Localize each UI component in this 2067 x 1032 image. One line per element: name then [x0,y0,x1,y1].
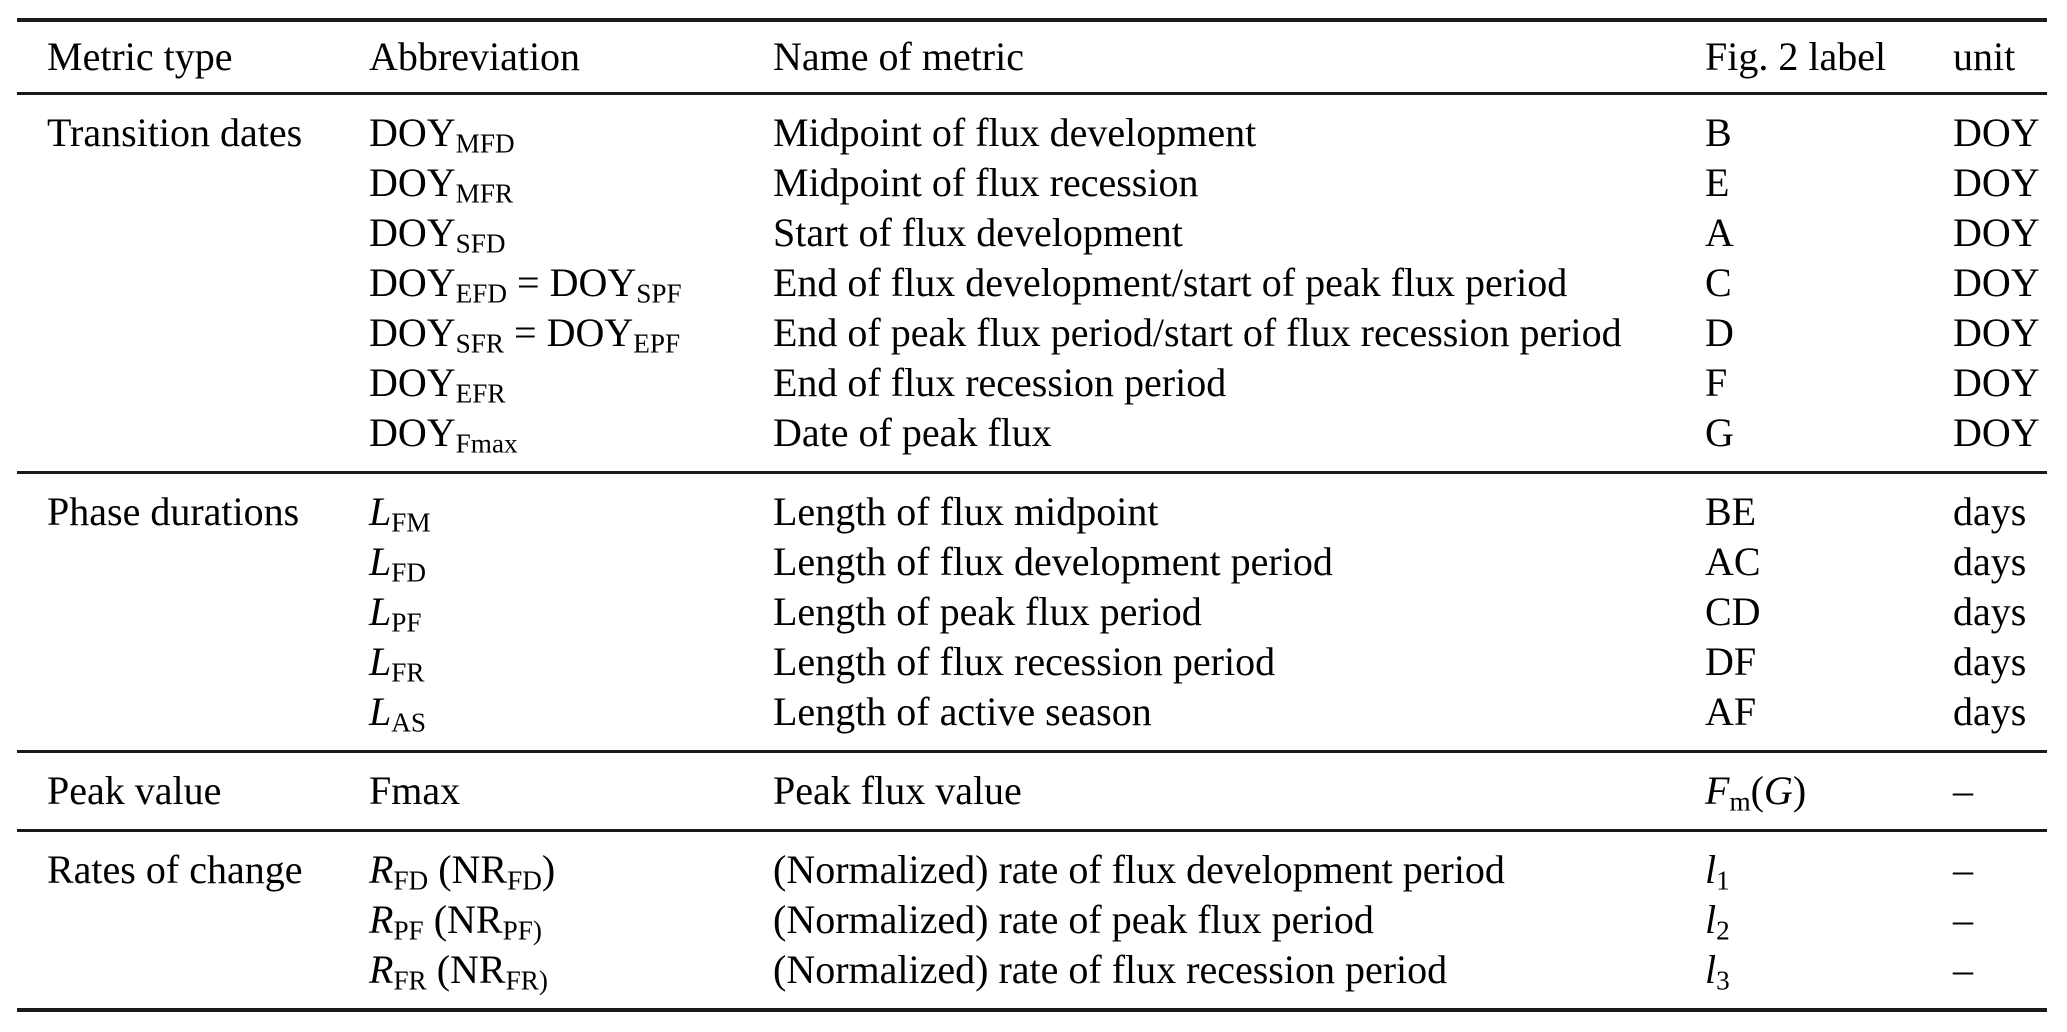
text-segment: FD [393,865,429,896]
text-segment: = [504,310,547,355]
metric-name-cell: (Normalized) rate of peak flux period [773,897,1374,942]
metric-name-cell: Midpoint of flux development [773,110,1257,155]
text-segment: ( [426,947,451,992]
text-segment: MFD [455,128,515,159]
text-segment: l [1705,897,1717,942]
unit-cell: – [1953,768,1973,813]
table-row [17,358,2047,408]
text-segment: FR [391,657,425,688]
table-row [17,895,2047,945]
metric-type-cell [17,308,369,358]
fig2-label-cell [1705,408,1953,473]
table-row [17,408,2047,473]
unit-cell: – [1953,947,1973,992]
abbreviation-cell [369,831,773,896]
metric-name-cell: Peak flux value [773,768,1022,813]
metric-name-cell: Length of peak flux period [773,589,1202,634]
table-row [17,258,2047,308]
text-segment: G [1705,410,1734,455]
abbreviation-cell [369,895,773,945]
header-row [17,20,2047,94]
text-segment: G [1763,768,1793,813]
text-segment: A [1705,210,1734,255]
abbreviation-cell [369,308,773,358]
fig2-label-cell [1705,208,1953,258]
metric-name-cell: Start of flux development [773,210,1183,255]
text-segment: L [369,689,392,734]
abbreviation-cell [369,258,773,308]
metric-name-cell: End of peak flux period/start of flux recession period [773,310,1622,355]
metric-type-cell [17,408,369,473]
unit-cell: DOY [1953,260,2040,305]
fig2-label-cell [1705,637,1953,687]
metric-type-cell [17,687,369,752]
metric-type-cell: Phase durations [47,489,300,534]
fig2-label-cell [1705,587,1953,637]
metric-type-cell [17,945,369,1010]
metric-name-cell: (Normalized) rate of flux development period [773,847,1505,892]
metric-name-cell: Date of peak flux [773,410,1052,455]
text-segment: L [369,489,392,534]
text-segment: DOY [549,260,637,305]
table-row [17,637,2047,687]
text-segment: NR [450,947,506,992]
text-segment: R [369,847,394,892]
text-segment: DOY [369,310,456,355]
column-header-abbreviation: Abbreviation [369,34,581,79]
table-row [17,687,2047,752]
table-row [17,537,2047,587]
text-segment: m [1729,786,1751,817]
metrics-table [17,18,2047,1012]
metric-type-cell: Rates of change [47,847,303,892]
table-row [17,94,2047,159]
column-header-fig2-label: Fig. 2 label [1705,34,1887,79]
unit-cell: days [1953,689,2027,734]
text-segment: AS [391,707,427,738]
fig2-label-cell [1705,258,1953,308]
abbreviation-cell [369,637,773,687]
text-segment: R [369,947,394,992]
text-segment: R [369,897,394,942]
section-rates-of-change [17,831,2047,1011]
metric-type-cell [17,158,369,208]
text-segment: DOY [369,110,456,155]
table-row [17,587,2047,637]
metric-type-cell [17,358,369,408]
text-segment: FR) [505,965,548,996]
table-row [17,945,2047,1010]
unit-cell: DOY [1953,110,2040,155]
section-phase-durations [17,473,2047,752]
text-segment: Fmax [369,768,461,813]
unit-cell: days [1953,539,2027,584]
fig2-label-cell [1705,94,1953,159]
metric-name-cell: Length of flux midpoint [773,489,1159,534]
table-row [17,158,2047,208]
text-segment: AC [1705,539,1761,584]
metric-name-cell: (Normalized) rate of flux recession period [773,947,1448,992]
metric-type-cell [17,587,369,637]
table-row [17,473,2047,538]
text-segment: PF [393,915,424,946]
text-segment: SPF [636,278,682,309]
metric-type-cell [17,208,369,258]
fig2-label-cell [1705,358,1953,408]
fig2-label-cell [1705,831,1953,896]
table-row [17,308,2047,358]
text-segment: DOY [369,360,456,405]
text-segment: 1 [1716,865,1730,896]
unit-cell: – [1953,847,1973,892]
text-segment: PF) [502,915,542,946]
text-segment: FM [391,507,431,538]
text-segment: l [1705,847,1717,892]
abbreviation-cell [369,752,773,831]
text-segment: DF [1705,639,1757,684]
text-segment: PF [391,607,422,638]
text-segment: E [1705,160,1730,205]
text-segment: ) [541,847,556,892]
abbreviation-cell [369,358,773,408]
text-segment: DOY [369,410,456,455]
abbreviation-cell [369,473,773,538]
text-segment: DOY [369,160,456,205]
unit-cell: DOY [1953,210,2040,255]
text-segment: NR [451,847,508,892]
metric-type-cell [17,537,369,587]
unit-cell: – [1953,897,1973,942]
column-header-metric-type: Metric type [47,34,233,79]
fig2-label-cell [1705,473,1953,538]
text-segment: SFD [455,228,506,259]
text-segment: NR [447,897,503,942]
text-segment: DOY [546,310,634,355]
metric-name-cell: Length of flux development period [773,539,1333,584]
text-segment: ( [1750,768,1764,813]
text-segment: FD [507,865,542,896]
text-segment: AF [1705,689,1757,734]
unit-cell: DOY [1953,160,2040,205]
text-segment: ( [428,847,452,892]
text-segment: L [369,539,392,584]
fig2-label-cell [1705,945,1953,1010]
fig2-label-cell [1705,895,1953,945]
column-header-unit: unit [1953,34,2016,79]
table-row [17,831,2047,896]
abbreviation-cell [369,408,773,473]
metric-type-cell [17,637,369,687]
table-row [17,208,2047,258]
fig2-label-cell [1705,752,1953,831]
text-segment: l [1705,947,1717,992]
fig2-label-cell [1705,537,1953,587]
text-segment: F [1705,360,1728,405]
fig2-label-cell [1705,687,1953,752]
text-segment: Fmax [455,428,518,459]
text-segment: EFR [455,378,506,409]
unit-cell: days [1953,639,2027,684]
text-segment: FR [393,965,427,996]
abbreviation-cell [369,687,773,752]
text-segment: B [1705,110,1732,155]
unit-cell: DOY [1953,410,2040,455]
abbreviation-cell [369,208,773,258]
text-segment: SFR [455,328,505,359]
metric-name-cell: Length of active season [773,689,1152,734]
text-segment: D [1705,310,1734,355]
fig2-label-cell [1705,158,1953,208]
metric-type-cell [17,895,369,945]
abbreviation-cell [369,945,773,1010]
text-segment: FD [391,557,427,588]
metric-name-cell: End of flux recession period [773,360,1227,405]
metric-name-cell: Midpoint of flux recession [773,160,1199,205]
metric-name-cell: Length of flux recession period [773,639,1276,684]
unit-cell: days [1953,489,2027,534]
unit-cell: DOY [1953,310,2040,355]
unit-cell: DOY [1953,360,2040,405]
abbreviation-cell [369,94,773,159]
table-row [17,752,2047,831]
text-segment: 2 [1716,915,1730,946]
text-segment: BE [1705,489,1757,534]
text-segment: ( [423,897,448,942]
metric-type-cell: Peak value [47,768,222,813]
abbreviation-cell [369,537,773,587]
text-segment: DOY [369,260,456,305]
metric-name-cell: End of flux development/start of peak flux period [773,260,1568,305]
metric-type-cell: Transition dates [47,110,303,155]
abbreviation-cell [369,587,773,637]
text-segment: 3 [1716,965,1730,996]
text-segment: F [1705,768,1730,813]
text-segment: EPF [633,328,681,359]
text-segment: L [369,639,392,684]
text-segment: MFR [455,178,514,209]
column-header-name-of-metric: Name of metric [773,34,1024,79]
metric-type-cell [17,258,369,308]
fig2-label-cell [1705,308,1953,358]
text-segment: L [369,589,392,634]
unit-cell: days [1953,589,2027,634]
text-segment: = [507,260,550,305]
section-transition-dates [17,94,2047,473]
text-segment: C [1705,260,1732,305]
text-segment: EFD [455,278,508,309]
abbreviation-cell [369,158,773,208]
text-segment: ) [1792,768,1807,813]
text-segment: DOY [369,210,456,255]
section-peak-value [17,752,2047,831]
text-segment: CD [1705,589,1761,634]
